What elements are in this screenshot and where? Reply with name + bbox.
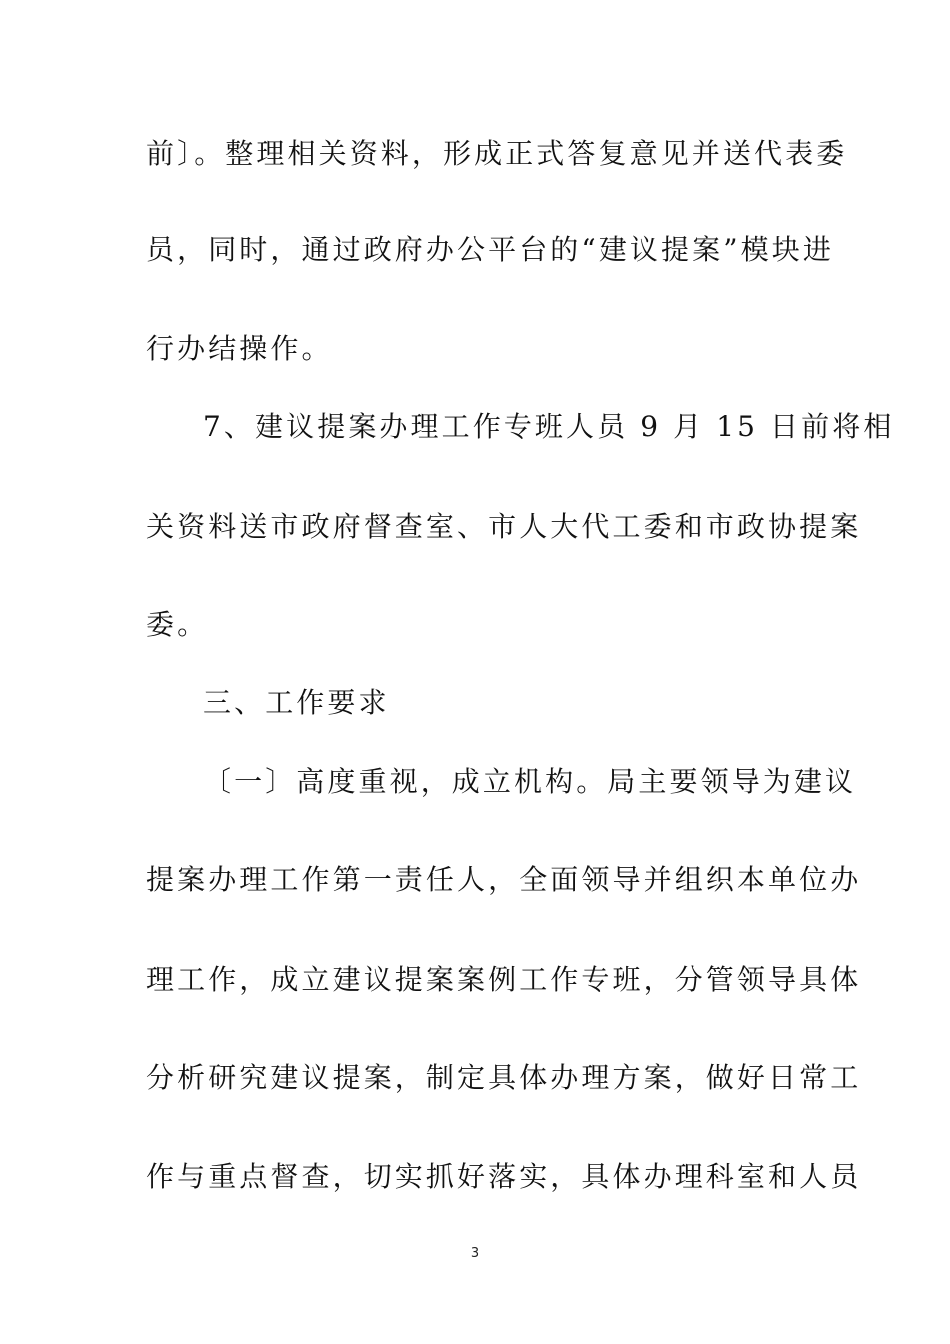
text-line: 行办结操作。 bbox=[146, 332, 333, 365]
text-line: 提案办理工作第一责任人，全面领导并组织本单位办 bbox=[146, 863, 862, 896]
subsection-heading: 〔一〕高度重视，成立机构。局主要领导为建议 bbox=[203, 765, 857, 798]
text-line: 理工作，成立建议提案案例工作专班，分管领导具体 bbox=[146, 963, 862, 996]
page-number: 3 bbox=[470, 1246, 480, 1261]
text-line: 委。 bbox=[146, 608, 209, 641]
text-line: 关资料送市政府督查室、市人大代工委和市政协提案 bbox=[146, 510, 862, 543]
section-heading: 三、工作要求 bbox=[203, 686, 390, 719]
paragraph-item-7: 7、建议提案办理工作专班人员 9 月 15 日前将相 bbox=[203, 410, 895, 443]
text-line: 前〕。整理相关资料，形成正式答复意见并送代表委 bbox=[146, 137, 848, 170]
text-line: 员，同时，通过政府办公平台的“建议提案”模块进 bbox=[146, 233, 834, 266]
text-line: 分析研究建议提案，制定具体办理方案，做好日常工 bbox=[146, 1061, 862, 1094]
text-line: 作与重点督查，切实抓好落实，具体办理科室和人员 bbox=[146, 1160, 862, 1193]
